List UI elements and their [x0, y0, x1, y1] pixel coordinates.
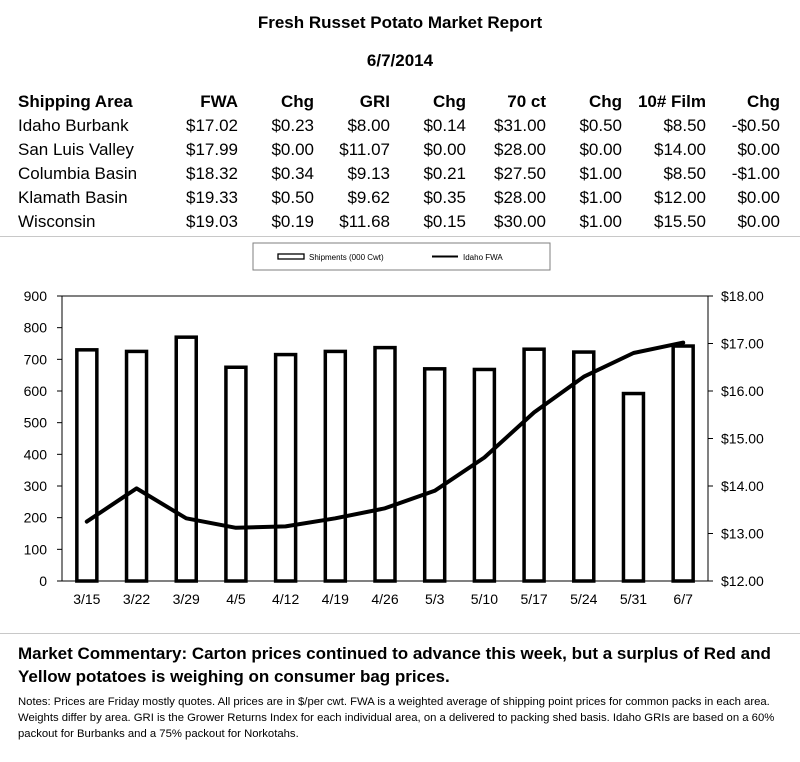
x-axis-tick-label: 5/17 — [520, 591, 548, 607]
table-row — [18, 138, 780, 162]
shipments-bar — [127, 351, 147, 581]
left-axis-ticks — [24, 288, 62, 589]
x-axis-labels — [73, 591, 693, 607]
table-cell: Wisconsin — [18, 212, 96, 231]
x-axis-tick-label: 4/12 — [271, 591, 300, 607]
left-axis-tick-label: 0 — [39, 573, 47, 589]
legend-label-shipments: Shipments (000 Cwt) — [309, 253, 384, 262]
shipments-bar — [276, 355, 296, 581]
table-cell: $0.14 — [423, 116, 466, 135]
table-cell: $8.50 — [663, 116, 706, 135]
table-row — [18, 210, 780, 234]
report-date: 6/7/2014 — [366, 51, 434, 70]
table-cell: $19.33 — [186, 188, 238, 207]
table-cell: $0.19 — [271, 212, 314, 231]
shipments-bar — [623, 394, 643, 581]
table-cell: -$0.50 — [731, 116, 780, 135]
table-cell: $8.50 — [663, 164, 706, 183]
table-cell: Klamath Basin — [18, 188, 128, 207]
table-cell: $0.21 — [423, 164, 466, 183]
table-cell: $0.35 — [423, 188, 466, 207]
table-cell: San Luis Valley — [18, 140, 134, 159]
table-row — [18, 186, 780, 210]
table-cell: $17.02 — [186, 116, 238, 135]
table-cell: $11.07 — [339, 140, 390, 159]
report-title: Fresh Russet Potato Market Report — [257, 13, 543, 32]
table-cell: $28.00 — [494, 140, 546, 159]
shipments-bar — [574, 352, 594, 581]
shipments-bars — [77, 337, 693, 581]
right-axis-tick-label: $15.00 — [721, 430, 764, 447]
right-axis-tick-label: $12.00 — [721, 573, 764, 589]
shipments-fwa-chart — [0, 238, 800, 628]
table-cell: $0.15 — [423, 212, 466, 231]
left-axis-tick-label: 700 — [23, 351, 47, 368]
table-cell: $30.00 — [494, 212, 546, 231]
column-header: Chg — [588, 92, 622, 111]
table-cell: -$1.00 — [731, 164, 780, 183]
shipments-bar — [226, 367, 246, 581]
table-header-row — [18, 90, 780, 114]
left-axis-tick-label: 600 — [23, 383, 47, 399]
right-axis-tick-label: $13.00 — [721, 525, 764, 542]
table-cell: $0.00 — [271, 140, 314, 159]
table-cell: $0.00 — [737, 212, 780, 231]
x-axis-tick-label: 3/29 — [172, 591, 200, 607]
table-cell: $27.50 — [494, 164, 546, 183]
table-cell: $0.00 — [737, 188, 780, 207]
x-axis-tick-label: 4/19 — [321, 591, 349, 607]
right-axis-tick-label: $16.00 — [721, 383, 764, 399]
shipments-bar — [425, 369, 445, 581]
x-axis-tick-label: 3/15 — [73, 591, 101, 607]
table-cell: $18.32 — [186, 164, 238, 183]
table-cell: $15.50 — [654, 212, 706, 231]
left-axis-tick-label: 500 — [23, 414, 47, 431]
legend-swatch-shipments — [278, 254, 304, 259]
shipments-bar — [77, 350, 97, 581]
left-axis-tick-label: 800 — [23, 319, 47, 336]
shipments-bar — [375, 348, 395, 581]
table-cell: $0.23 — [271, 116, 314, 135]
table-cell: $0.00 — [579, 140, 622, 159]
price-table — [18, 90, 780, 234]
right-axis-tick-label: $18.00 — [721, 288, 764, 304]
column-header: Chg — [746, 92, 780, 111]
table-cell: $0.00 — [737, 140, 780, 159]
table-row — [18, 114, 780, 138]
legend — [253, 243, 550, 270]
left-axis-tick-label: 100 — [23, 541, 47, 558]
market-commentary: Market Commentary: Carton prices continued to advance this week, but a surplus of Red and Yellow potatoes is weighing on consumer bag prices. — [18, 644, 771, 686]
x-axis-tick-label: 3/22 — [122, 591, 151, 607]
table-cell: $1.00 — [579, 188, 622, 207]
table-cell: $17.99 — [186, 140, 238, 159]
notes: Notes: Prices are Friday mostly quotes. All prices are in $/per cwt. FWA is a weighted average of shipping point prices for common packs in each area. Weights differ by area. GRI is the Grower Returns Index for each individual area, on a delivered to packing shed basis. Idaho GRIs are based on a 60% packout for Burbanks and a 75% packout for Norkotahs. — [18, 696, 775, 740]
x-axis-tick-label: 5/3 — [424, 591, 445, 607]
table-cell: $9.13 — [347, 164, 390, 183]
column-header: Chg — [280, 92, 314, 111]
x-axis-tick-label: 5/10 — [470, 591, 499, 607]
x-axis-tick-label: 4/5 — [226, 591, 246, 607]
x-axis-tick-label: 5/24 — [570, 591, 598, 607]
left-axis-tick-label: 900 — [23, 288, 47, 304]
shipments-bar — [176, 337, 196, 581]
legend-label-fwa: Idaho FWA — [463, 253, 503, 262]
shipments-bar — [474, 369, 494, 581]
table-cell: $0.50 — [579, 116, 622, 135]
right-axis-tick-label: $17.00 — [721, 335, 764, 352]
table-row — [18, 162, 780, 186]
divider — [0, 236, 800, 237]
table-cell: $28.00 — [494, 188, 546, 207]
column-header: 70 ct — [507, 92, 546, 111]
table-cell: $1.00 — [579, 212, 622, 231]
table-cell: $1.00 — [579, 164, 622, 183]
column-header: 10# Film — [637, 92, 706, 111]
right-axis-tick-label: $14.00 — [721, 478, 764, 494]
left-axis-tick-label: 400 — [23, 446, 47, 463]
table-cell: $0.00 — [423, 140, 466, 159]
x-axis-tick-label: 5/31 — [619, 591, 648, 607]
left-axis-tick-label: 300 — [23, 478, 47, 494]
x-axis-tick-label: 6/7 — [673, 591, 693, 607]
x-axis-tick-label: 4/26 — [371, 591, 399, 607]
left-axis-tick-label: 200 — [23, 509, 47, 526]
table-cell: Idaho Burbank — [18, 116, 129, 135]
table-cell: $0.34 — [271, 164, 314, 183]
table-cell: $0.50 — [271, 188, 314, 207]
table-cell: $19.03 — [186, 212, 238, 231]
table-cell: Columbia Basin — [18, 164, 138, 183]
column-header: Shipping Area — [18, 92, 133, 111]
table-cell: $14.00 — [654, 140, 706, 159]
table-cell: $8.00 — [347, 116, 390, 135]
shipments-bar — [673, 346, 693, 581]
shipments-bar — [325, 351, 345, 581]
table-cell: $12.00 — [654, 188, 706, 207]
column-header: GRI — [359, 92, 390, 111]
shipments-bar — [524, 349, 544, 581]
table-cell: $9.62 — [347, 188, 390, 207]
divider — [0, 633, 800, 634]
column-header: FWA — [200, 92, 238, 111]
column-header: Chg — [432, 92, 466, 111]
right-axis-ticks — [708, 288, 764, 589]
table-cell: $11.68 — [339, 212, 390, 231]
table-cell: $31.00 — [494, 116, 546, 135]
